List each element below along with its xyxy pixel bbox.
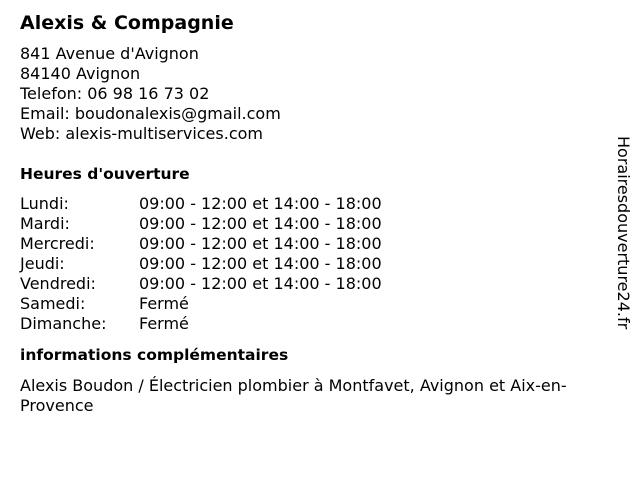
email-address[interactable]: Email: boudonalexis@gmail.com [20,104,281,123]
day-label: Vendredi: [20,274,96,293]
hours-row [20,254,618,274]
day-hours: 09:00 - 12:00 et 14:00 - 18:00 [139,254,382,273]
hours-row [20,234,618,254]
info-title: informations complémentaires [20,346,289,364]
day-hours: Fermé [139,314,189,333]
watermark [613,136,633,346]
hours-title: Heures d'ouverture [20,165,190,183]
info-text: Alexis Boudon / Électricien plombier à Montfavet, Avignon et Aix-en-Provence [20,376,567,415]
hours-row [20,274,618,294]
phone-number[interactable]: Telefon: 06 98 16 73 02 [20,84,210,103]
day-label: Mardi: [20,214,70,233]
day-hours: 09:00 - 12:00 et 14:00 - 18:00 [139,214,382,233]
day-label: Mercredi: [20,234,95,253]
business-name: Alexis & Compagnie [20,12,234,34]
day-hours: 09:00 - 12:00 et 14:00 - 18:00 [139,194,382,213]
day-label: Jeudi: [20,254,65,273]
street-address: 841 Avenue d'Avignon [20,44,199,63]
day-hours: 09:00 - 12:00 et 14:00 - 18:00 [139,274,382,293]
contact-block [20,44,618,144]
hours-row [20,294,618,314]
hours-table [20,194,618,334]
website[interactable]: Web: alexis-multiservices.com [20,124,263,143]
business-card [20,10,618,416]
watermark-text: Horairesdouverture24.fr [614,136,633,330]
day-hours: 09:00 - 12:00 et 14:00 - 18:00 [139,234,382,253]
city-address: 84140 Avignon [20,64,141,83]
day-label: Dimanche: [20,314,107,333]
hours-row [20,314,618,334]
day-label: Lundi: [20,194,69,213]
day-hours: Fermé [139,294,189,313]
hours-row [20,194,618,214]
hours-row [20,214,618,234]
day-label: Samedi: [20,294,86,313]
